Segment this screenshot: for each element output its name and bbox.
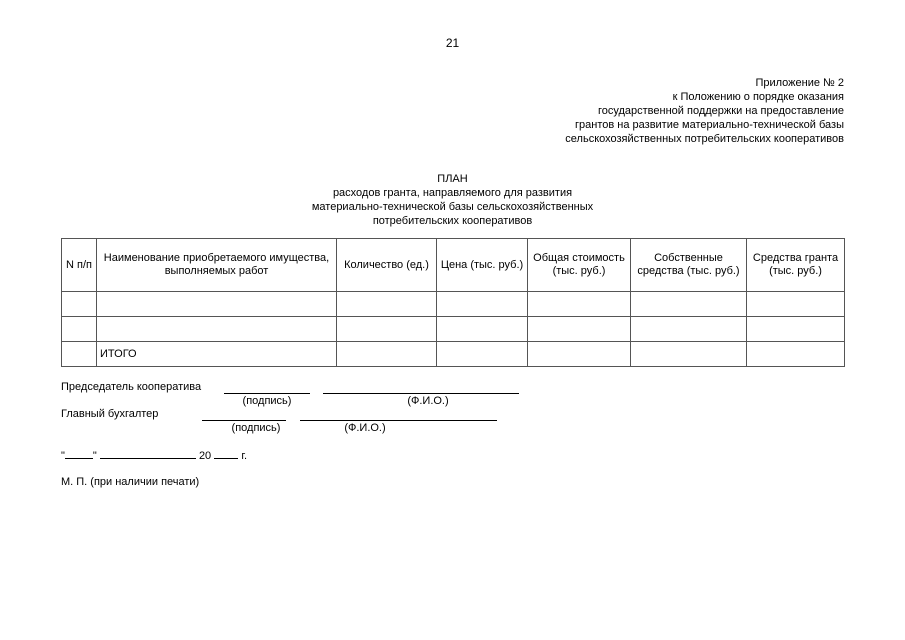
table-cell bbox=[97, 317, 337, 342]
table-header-row bbox=[62, 239, 845, 292]
table-row bbox=[62, 292, 845, 317]
table-cell bbox=[631, 292, 747, 317]
date-quote-open: " bbox=[61, 450, 65, 462]
appendix-line: Приложение № 2 bbox=[755, 77, 844, 89]
table-cell bbox=[437, 342, 528, 367]
accountant-signature-line[interactable] bbox=[202, 420, 286, 421]
year-prefix: 20 bbox=[198, 450, 212, 462]
page-number: 21 bbox=[445, 36, 460, 50]
chairman-fio-caption: (Ф.И.О.) bbox=[407, 395, 449, 407]
header-number: N п/п bbox=[62, 239, 97, 292]
plan-subtitle-line: потребительских кооперативов bbox=[372, 215, 533, 227]
chief-accountant-label: Главный бухгалтер bbox=[61, 408, 159, 420]
header-price: Цена (тыс. руб.) bbox=[437, 239, 528, 292]
expense-plan-table bbox=[61, 238, 845, 367]
year-blank[interactable] bbox=[214, 449, 238, 459]
day-blank[interactable] bbox=[65, 449, 93, 459]
table-total-row bbox=[62, 342, 845, 367]
plan-subtitle-line: материально-технической базы сельскохозяйственных bbox=[311, 201, 594, 213]
accountant-fio-caption: (Ф.И.О.) bbox=[344, 422, 386, 434]
date-line bbox=[61, 449, 247, 462]
header-item-name: Наименование приобретаемого имущества, выполняемых работ bbox=[97, 239, 337, 292]
chairman-signature-line[interactable] bbox=[224, 393, 310, 394]
chairman-label: Председатель кооператива bbox=[61, 381, 202, 393]
chairman-fio-line[interactable] bbox=[323, 393, 519, 394]
year-suffix: г. bbox=[241, 450, 248, 462]
appendix-header bbox=[565, 76, 844, 146]
plan-title: ПЛАН bbox=[437, 173, 468, 185]
chairman-signature-caption: (подпись) bbox=[242, 395, 292, 407]
table-cell bbox=[437, 292, 528, 317]
accountant-signature-caption: (подпись) bbox=[231, 422, 281, 434]
month-blank[interactable] bbox=[100, 449, 196, 459]
table-cell bbox=[97, 292, 337, 317]
table-cell bbox=[337, 317, 437, 342]
appendix-line: сельскохозяйственных потребительских кооперативов bbox=[565, 133, 844, 145]
table-cell bbox=[747, 292, 845, 317]
accountant-fio-line[interactable] bbox=[300, 420, 497, 421]
table-cell bbox=[62, 292, 97, 317]
appendix-line: к Положению о порядке оказания bbox=[672, 91, 844, 103]
table-cell bbox=[437, 317, 528, 342]
table-cell bbox=[62, 342, 97, 367]
header-quantity: Количество (ед.) bbox=[337, 239, 437, 292]
total-label: ИТОГО bbox=[97, 342, 337, 367]
header-own-funds: Собственные средства (тыс. руб.) bbox=[631, 239, 747, 292]
table-cell bbox=[337, 342, 437, 367]
appendix-line: грантов на развитие материально-технической базы bbox=[575, 119, 844, 131]
table-cell bbox=[747, 342, 845, 367]
table-cell bbox=[528, 292, 631, 317]
table-cell bbox=[62, 317, 97, 342]
table-cell bbox=[528, 342, 631, 367]
header-total-cost: Общая стоимость (тыс. руб.) bbox=[528, 239, 631, 292]
table-cell bbox=[528, 317, 631, 342]
table-row bbox=[62, 317, 845, 342]
plan-heading bbox=[0, 172, 905, 228]
header-grant-funds: Средства гранта (тыс. руб.) bbox=[747, 239, 845, 292]
table-cell bbox=[631, 342, 747, 367]
table-cell bbox=[747, 317, 845, 342]
table-cell bbox=[631, 317, 747, 342]
appendix-line: государственной поддержки на предоставление bbox=[597, 105, 844, 117]
date-quote-close: " bbox=[92, 450, 97, 462]
plan-subtitle-line: расходов гранта, направляемого для развития bbox=[332, 187, 573, 199]
table-cell bbox=[337, 292, 437, 317]
seal-note: М. П. (при наличии печати) bbox=[61, 476, 200, 488]
